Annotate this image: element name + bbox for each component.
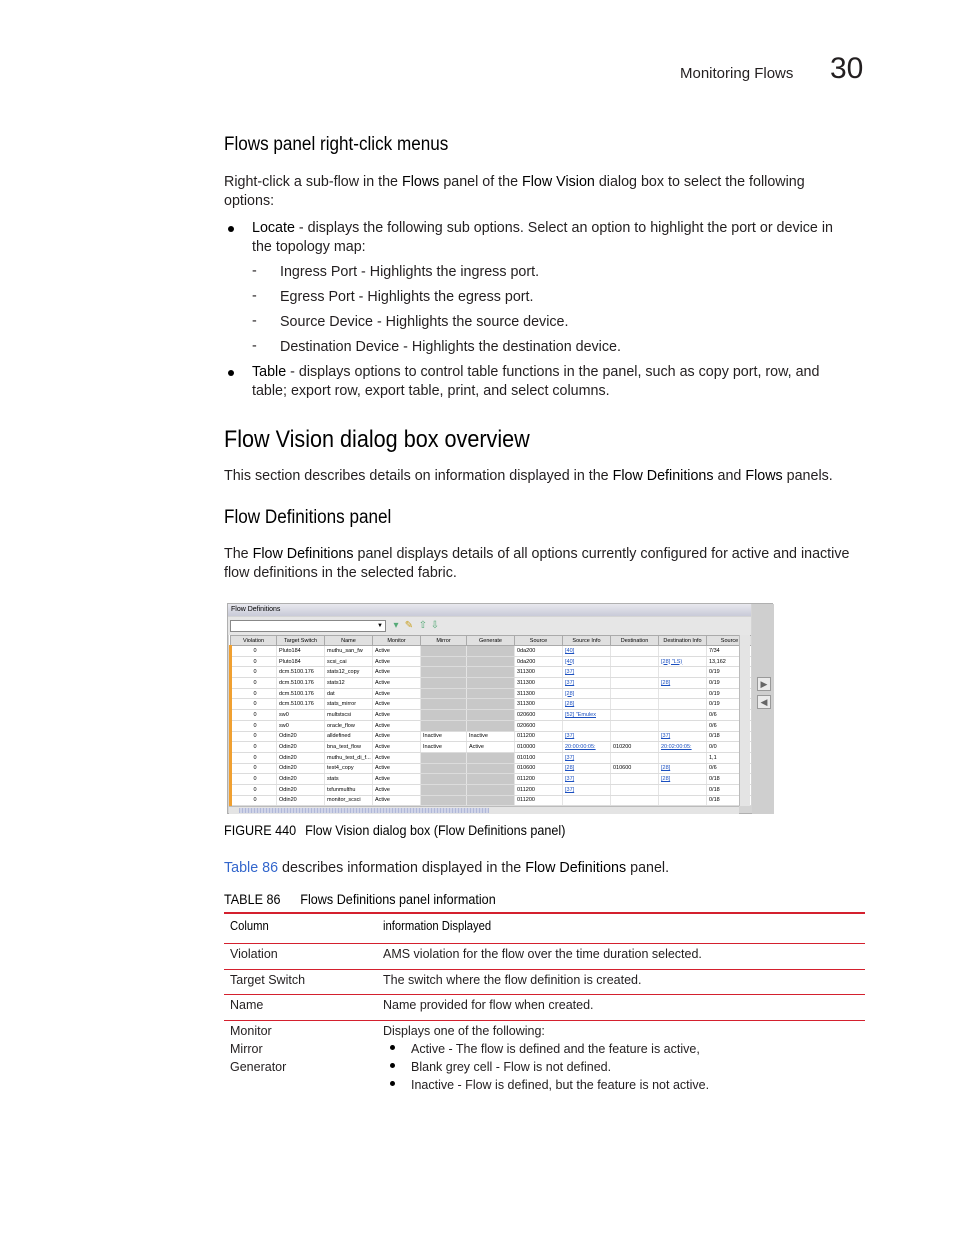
table-cell: 011200 — [515, 784, 563, 795]
table-cell: Active — [373, 646, 421, 657]
table-cell: 0/18 — [707, 795, 752, 806]
table-row[interactable] — [231, 752, 752, 763]
table-cell: [37] — [563, 784, 611, 795]
scroll-thumb[interactable] — [239, 808, 489, 813]
flow-filter-combo[interactable] — [230, 620, 386, 632]
table-cell: scsi_cai — [325, 656, 373, 667]
column-header[interactable]: Target Switch — [277, 636, 325, 646]
table-cell — [467, 646, 515, 657]
column-header[interactable]: Destination Info — [659, 636, 707, 646]
table-cell: txfunmulthu — [325, 784, 373, 795]
move-down-icon[interactable]: ⇩ — [430, 620, 440, 631]
table-cell: sw0 — [277, 720, 325, 731]
table-cell — [659, 795, 707, 806]
table-cell — [611, 656, 659, 667]
overview-text: This section describes details on information displayed in the Flow Definitions and Flows panels. — [224, 468, 833, 484]
table-cell: 010000 — [515, 742, 563, 753]
table-cell: oracle_flow — [325, 720, 373, 731]
sub-option-destination-device: Destination Device - Highlights the destination device. — [280, 339, 621, 355]
table-cell — [611, 752, 659, 763]
table-cell: 020600 — [515, 710, 563, 721]
table-cell — [563, 720, 611, 731]
table-cell: [40] — [563, 656, 611, 667]
table-cell: 0 — [231, 752, 277, 763]
flow-definitions-text: The Flow Definitions panel displays details of all options currently configured for active and inactive flow definitions in the selected fabric. — [224, 546, 850, 581]
table-cell: 0 — [231, 742, 277, 753]
table-cell: stats — [325, 774, 373, 785]
table-cell — [421, 784, 467, 795]
table-cell — [421, 656, 467, 667]
chevron-down-icon[interactable]: ▾ — [393, 620, 399, 631]
table-cell: Active — [373, 699, 421, 710]
table-row[interactable] — [231, 646, 752, 657]
table-header-row: Column information Displayed — [224, 914, 865, 944]
table-cell: [37] — [563, 667, 611, 678]
table-cell — [611, 774, 659, 785]
table-row[interactable] — [231, 678, 752, 689]
bullet-dot — [390, 1063, 395, 1068]
table-cell: [37] — [563, 752, 611, 763]
table-cell: Active — [373, 763, 421, 774]
table-cell: 0/6 — [707, 710, 752, 721]
horizontal-scrollbar[interactable] — [229, 806, 739, 814]
table-cell: 020600 — [515, 720, 563, 731]
column-header[interactable]: Violation — [231, 636, 277, 646]
table-cell — [421, 752, 467, 763]
table-cell: monitor_scsci — [325, 795, 373, 806]
table-cell: 011200 — [515, 731, 563, 742]
table-cell: 0 — [231, 784, 277, 795]
table-cell: Active — [373, 667, 421, 678]
table-cell — [467, 784, 515, 795]
sub-option-egress: Egress Port - Highlights the egress port. — [280, 289, 534, 305]
table-cell: Active — [373, 784, 421, 795]
table-cell: [52] "Emulex — [563, 710, 611, 721]
flow-definitions-table — [229, 635, 751, 806]
table-cell: 0 — [231, 731, 277, 742]
table-cell: 0/6 — [707, 720, 752, 731]
table-cell: 0/18 — [707, 774, 752, 785]
table-row[interactable] — [231, 710, 752, 721]
table-cell: 010600 — [515, 763, 563, 774]
table-cell: Odin20 — [277, 731, 325, 742]
table-cell — [421, 795, 467, 806]
table-cell — [659, 720, 707, 731]
table-cell: Odin20 — [277, 763, 325, 774]
sub-option-ingress: Ingress Port - Highlights the ingress port. — [280, 264, 540, 280]
table-cell: [37] — [563, 774, 611, 785]
section-heading-flow-definitions: Flow Definitions panel — [224, 507, 392, 528]
table-cell: 0 — [231, 763, 277, 774]
dash-marker: - — [252, 288, 257, 304]
table-cell: 0/19 — [707, 699, 752, 710]
table-caption: TABLE 86 Flows Definitions panel information — [224, 891, 496, 907]
flow-definitions-screenshot — [227, 603, 773, 814]
table-cell — [467, 678, 515, 689]
table-cell: 0/19 — [707, 678, 752, 689]
dash-marker: - — [252, 263, 257, 279]
move-up-icon[interactable]: ⇧ — [418, 620, 428, 631]
right-click-intro: Right-click a sub-flow in the Flows panel of the Flow Vision dialog box to select the following options: — [224, 174, 805, 209]
table-row[interactable] — [231, 795, 752, 806]
table-cell: Odin20 — [277, 774, 325, 785]
table-cell — [611, 720, 659, 731]
table-cell: sw0 — [277, 710, 325, 721]
table-cell — [659, 688, 707, 699]
bullet-dot — [390, 1045, 395, 1050]
table-row[interactable] — [231, 784, 752, 795]
panel-title: Flow Definitions — [228, 604, 751, 616]
table-cell — [659, 699, 707, 710]
table-cell: [28] — [563, 688, 611, 699]
table-row: Name Name provided for flow when created. — [224, 995, 865, 1021]
table-cell — [421, 699, 467, 710]
table-cell: 0 — [231, 710, 277, 721]
table-cell: 010600 — [611, 763, 659, 774]
table-cell: [37] — [563, 731, 611, 742]
table-cell: Active — [373, 731, 421, 742]
table-cell: dcm.5100.176 — [277, 678, 325, 689]
table-cell: dat — [325, 688, 373, 699]
table-cell: Odin20 — [277, 742, 325, 753]
table-cell: 311300 — [515, 699, 563, 710]
table-cell — [659, 752, 707, 763]
table-cell: dcm.5100.176 — [277, 688, 325, 699]
table-row: Monitor Mirror Generator Displays one of the following: Active - The flow is defined and the feature is active, Blank grey cell - Flow is not defined. Inactive - Flow is defined, but the feature is not active. — [230, 1024, 710, 1092]
table-cell: 7/34 — [707, 646, 752, 657]
table-cell — [611, 784, 659, 795]
table-86-link[interactable]: Table 86 — [224, 860, 279, 876]
table-cell: dcm.5100.176 — [277, 667, 325, 678]
table-cell — [659, 784, 707, 795]
table-cell: Pluto184 — [277, 656, 325, 667]
table-cell — [659, 646, 707, 657]
table-cell: Odin20 — [277, 752, 325, 763]
table-cell: Odin20 — [277, 795, 325, 806]
table-cell: bna_test_flow — [325, 742, 373, 753]
table-cell — [467, 763, 515, 774]
table-cell: stats12_copy — [325, 667, 373, 678]
table-cell: 13,162 — [707, 656, 752, 667]
edit-icon[interactable]: ✎ — [404, 620, 414, 631]
table-cell: Active — [373, 688, 421, 699]
table-cell: multstscsi — [325, 710, 373, 721]
table-row[interactable] — [231, 731, 752, 742]
section-heading-overview: Flow Vision dialog box overview — [224, 426, 530, 453]
table-cell: 0 — [231, 678, 277, 689]
table-cell: test4_copy — [325, 763, 373, 774]
table-row: Target Switch The switch where the flow definition is created. — [224, 970, 865, 995]
table-cell: stats12 — [325, 678, 373, 689]
table-cell — [467, 667, 515, 678]
table-cell: [28] — [659, 763, 707, 774]
table-cell: Active — [373, 752, 421, 763]
table-cell: 0 — [231, 667, 277, 678]
dash-marker: - — [252, 313, 257, 329]
table-cell: 0 — [231, 774, 277, 785]
table-cell — [611, 678, 659, 689]
vertical-scrollbar[interactable] — [739, 635, 750, 806]
table-cell — [563, 795, 611, 806]
table-cell: Active — [467, 742, 515, 753]
column-header[interactable]: Monitor — [373, 636, 421, 646]
table-cell: 311300 — [515, 678, 563, 689]
column-header[interactable]: Generate — [467, 636, 515, 646]
table-cell — [659, 667, 707, 678]
table-cell: 311300 — [515, 688, 563, 699]
table-cell: Active — [373, 774, 421, 785]
running-header-section: Monitoring Flows — [680, 65, 794, 82]
table-row[interactable] — [231, 688, 752, 699]
table-cell: 0/18 — [707, 731, 752, 742]
table-cell: 0 — [231, 795, 277, 806]
table-cell — [467, 752, 515, 763]
table-cell: Inactive — [467, 731, 515, 742]
table-cell — [611, 699, 659, 710]
table-cell: Active — [373, 795, 421, 806]
bullet-dot — [390, 1081, 395, 1086]
table-86 — [224, 912, 865, 1101]
table-cell — [611, 795, 659, 806]
table-cell — [421, 678, 467, 689]
bullet-dot — [228, 370, 234, 376]
sub-option-source-device: Source Device - Highlights the source device. — [280, 314, 569, 330]
table-cell — [421, 710, 467, 721]
table-cell — [421, 688, 467, 699]
table-cell — [611, 688, 659, 699]
table-cell: [37] — [563, 678, 611, 689]
table-cell: Active — [373, 656, 421, 667]
side-panel — [752, 604, 774, 814]
table-row[interactable] — [231, 699, 752, 710]
table-row[interactable] — [231, 656, 752, 667]
table-cell: [28] — [563, 763, 611, 774]
table-cell: Active — [373, 710, 421, 721]
table-cell: 011200 — [515, 795, 563, 806]
column-header[interactable]: Source — [515, 636, 563, 646]
table-cell — [467, 774, 515, 785]
table-cell: 0 — [231, 646, 277, 657]
table-cell — [611, 667, 659, 678]
table-cell: Active — [373, 678, 421, 689]
figure-caption: FIGURE 440 Flow Vision dialog box (Flow Definitions panel) — [224, 822, 566, 838]
section-heading-right-click: Flows panel right-click menus — [224, 134, 449, 155]
panel-toolbar — [228, 617, 751, 635]
table-cell: 0/6 — [707, 763, 752, 774]
table-cell: 20:00:00:05: — [563, 742, 611, 753]
table-reference-text: Table 86 describes information displayed in the Flow Definitions panel. — [224, 860, 670, 876]
table-cell: alldefined — [325, 731, 373, 742]
table-cell — [467, 720, 515, 731]
chevron-down-icon: ▼ — [377, 623, 383, 629]
table-cell — [611, 646, 659, 657]
table-cell: 0 — [231, 656, 277, 667]
table-cell — [421, 667, 467, 678]
table-cell: stats_mirror — [325, 699, 373, 710]
table-cell — [611, 710, 659, 721]
table-cell — [421, 720, 467, 731]
table-cell — [467, 710, 515, 721]
table-header-row — [231, 636, 752, 646]
table-cell — [421, 774, 467, 785]
table-row[interactable] — [231, 763, 752, 774]
bullet-dot — [228, 226, 234, 232]
table-row[interactable] — [231, 774, 752, 785]
column-header[interactable]: Source Info — [563, 636, 611, 646]
table-cell: 010200 — [611, 742, 659, 753]
table-cell: Active — [373, 720, 421, 731]
table-cell: [28] — [563, 699, 611, 710]
table-row[interactable] — [231, 667, 752, 678]
table-cell: [28] "LS) — [659, 656, 707, 667]
dash-marker: - — [252, 338, 257, 354]
table-cell — [611, 731, 659, 742]
table-cell: 0 — [231, 688, 277, 699]
table-cell: 311300 — [515, 667, 563, 678]
table-cell: Active — [373, 742, 421, 753]
table-cell: Pluto184 — [277, 646, 325, 657]
table-cell — [467, 699, 515, 710]
table-cell: 0da200 — [515, 646, 563, 657]
column-header[interactable]: Source — [707, 636, 752, 646]
table-cell — [467, 656, 515, 667]
table-row[interactable] — [231, 720, 752, 731]
table-cell: [28] — [659, 774, 707, 785]
table-cell: Odin20 — [277, 784, 325, 795]
table-cell — [467, 795, 515, 806]
table-cell — [421, 646, 467, 657]
table-cell: Inactive — [421, 731, 467, 742]
table-cell: Inactive — [421, 742, 467, 753]
table-cell: 0 — [231, 720, 277, 731]
table-row: Violation AMS violation for the flow over the time duration selected. — [224, 944, 865, 970]
table-cell: muthu_test_di_f... — [325, 752, 373, 763]
table-cell: [28] — [659, 678, 707, 689]
table-cell — [467, 688, 515, 699]
bullet-locate: Locate - displays the following sub options. Select an option to highlight the port or device in the topology map: — [252, 220, 833, 255]
table-cell: dcm.5100.176 — [277, 699, 325, 710]
table-cell: 20:02:00:05: — [659, 742, 707, 753]
table-cell: 1,1 — [707, 752, 752, 763]
table-cell — [659, 710, 707, 721]
table-cell: 0da200 — [515, 656, 563, 667]
table-cell: 0/19 — [707, 667, 752, 678]
table-row[interactable] — [231, 742, 752, 753]
table-cell: 0/0 — [707, 742, 752, 753]
table-cell: 0 — [231, 699, 277, 710]
chapter-number: 30 — [830, 52, 864, 85]
table-cell: muthu_san_fw — [325, 646, 373, 657]
bullet-table: Table - displays options to control table functions in the panel, such as copy port, row, and table; export row, export table, print, and select columns. — [252, 364, 820, 399]
table-cell: 011200 — [515, 774, 563, 785]
arrow-right-icon[interactable]: ▶ — [757, 677, 771, 691]
column-header[interactable]: Name — [325, 636, 373, 646]
table-cell — [421, 763, 467, 774]
column-header[interactable]: Destination — [611, 636, 659, 646]
table-cell: 010100 — [515, 752, 563, 763]
table-cell: [37] — [659, 731, 707, 742]
column-header[interactable]: Mirror — [421, 636, 467, 646]
table-cell: 0/18 — [707, 784, 752, 795]
table-cell: [40] — [563, 646, 611, 657]
arrow-left-icon[interactable]: ◀ — [757, 695, 771, 709]
table-cell: 0/19 — [707, 688, 752, 699]
